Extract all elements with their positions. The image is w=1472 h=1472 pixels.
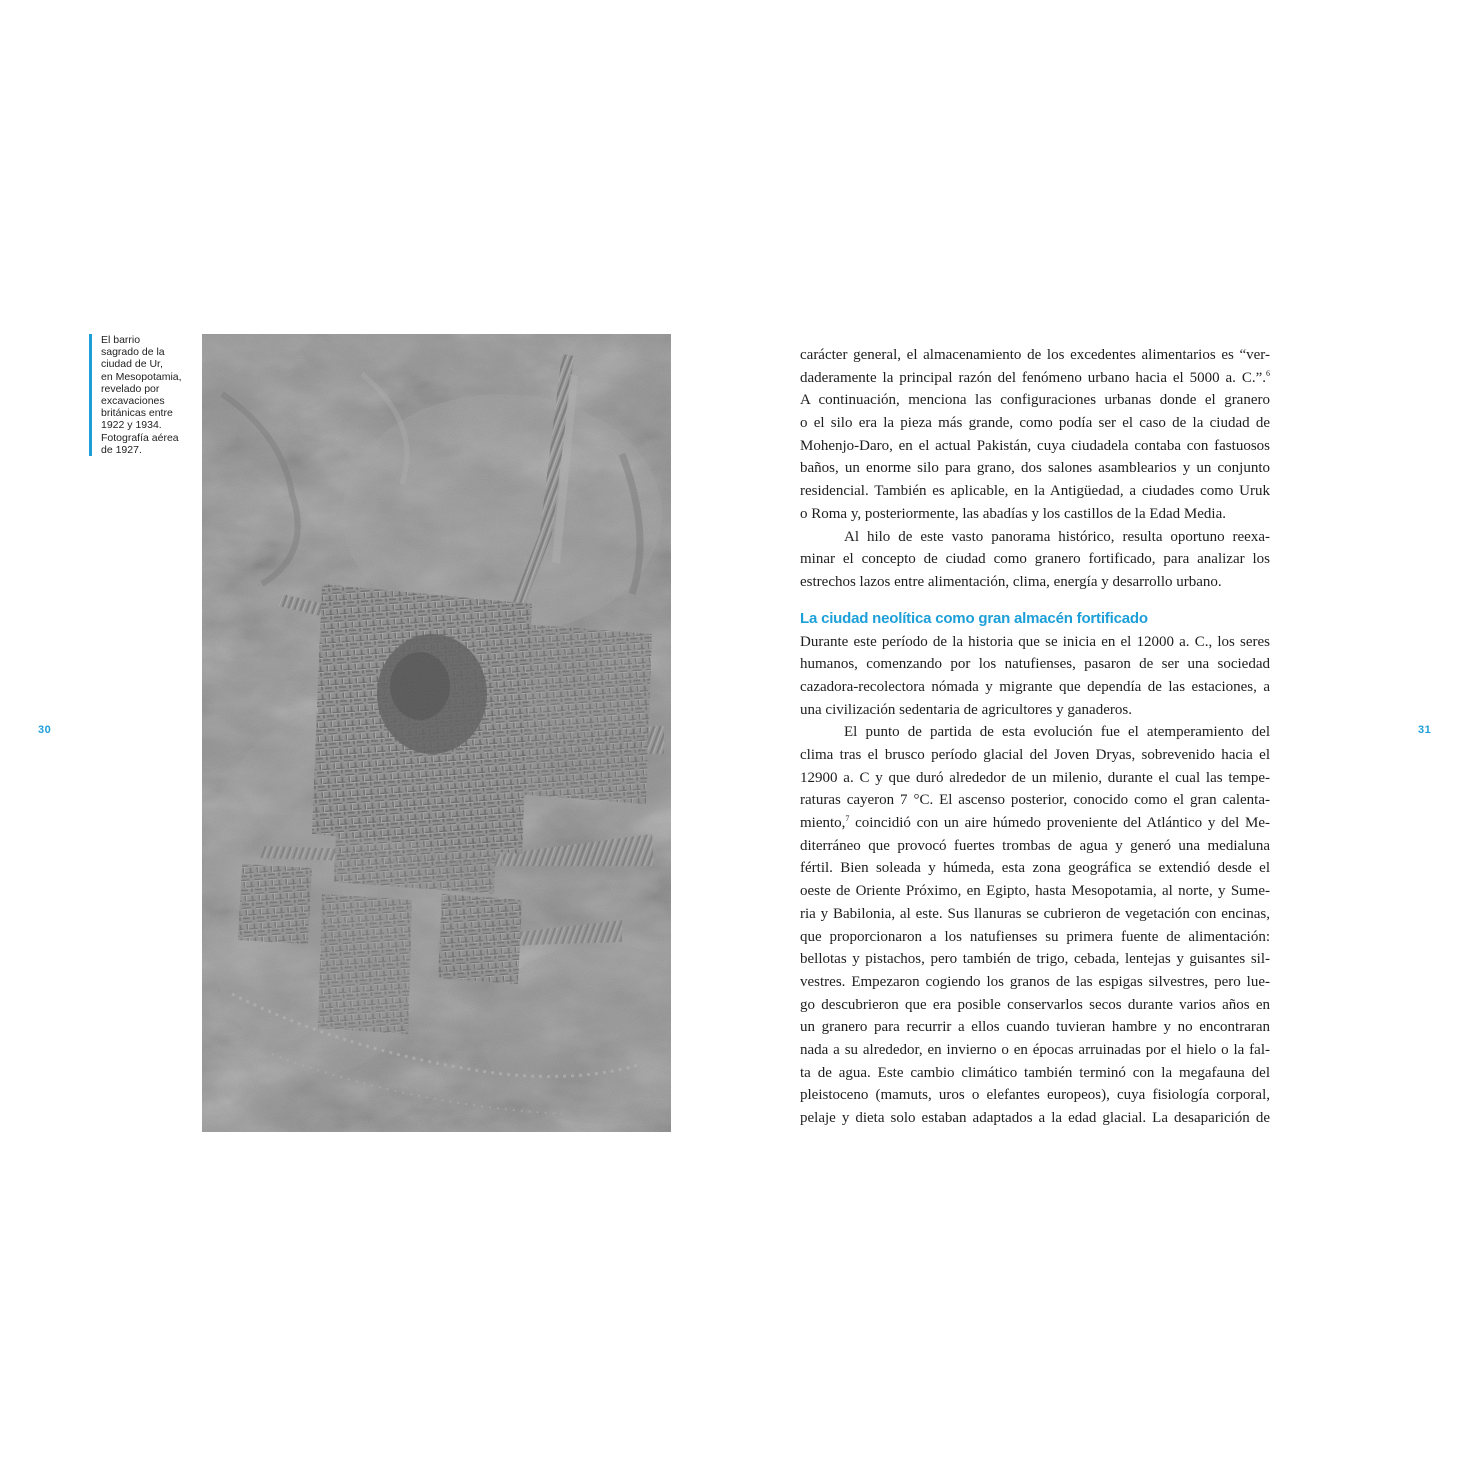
caption-line: Fotografía aérea — [101, 431, 179, 444]
text-line — [800, 367, 1270, 390]
text-line: humanos, comenzando por los natufienses, pasaron de ser una sociedad — [800, 656, 1270, 673]
text-line: fértil. Bien soleada y húmeda, esta zona geográfica se extendió desde el — [800, 860, 1270, 877]
text-line: cazadora-recolectora nómada y migrante que dependía de las estaciones, a — [800, 678, 1270, 695]
caption-line: El barrio — [101, 334, 141, 346]
figure-caption — [89, 334, 205, 456]
text-line: estrechos lazos entre alimentación, clima, energía y desarrollo urbano. — [800, 573, 1222, 590]
text-line: clima tras el brusco período glacial del Joven Dryas, sobrevenido hacia el — [800, 747, 1270, 763]
caption-line: ciudad de Ur, — [101, 358, 163, 371]
text-line: pelaje y dieta solo estaban adaptados a la edad glacial. La desaparición de — [800, 1110, 1270, 1126]
page-number-left: 30 — [38, 724, 52, 736]
text-line: A continuación, menciona las configuraciones urbanas donde el granero — [800, 392, 1270, 409]
caption-line: 1922 y 1934. — [101, 419, 162, 432]
caption-line: sagrado de la — [101, 346, 165, 359]
text-line: una civilización sedentaria de agricultores y ganaderos. — [800, 701, 1132, 718]
text-line: que proporcionaron a los natufienses su primera fuente de alimentación: — [800, 928, 1270, 945]
text-segment: daderamente la principal razón del fenómeno urbano hacia el 5000 a. C.”. — [800, 369, 1266, 386]
text-line: Al hilo de este vasto panorama histórico, resulta oportuno reexa- — [844, 528, 1270, 545]
text-segment: coincidió con un aire húmedo proveniente del Atlántico y del Me- — [849, 815, 1270, 832]
text-line: residencial. También es aplicable, en la Antigüedad, a ciudades como Uruk — [800, 483, 1270, 500]
text-line: baños, un enorme silo para grano, dos salones asamblearios y un conjunto — [800, 460, 1270, 477]
text-line: Durante este período de la historia que se inicia en el 12000 a. C., los seres — [800, 633, 1270, 650]
text-line: vestres. Empezaron cogiendo los granos de las espigas silvestres, pero lue- — [800, 973, 1270, 990]
aerial-photo-ur-icon — [202, 334, 671, 1132]
caption-line: británicas entre — [101, 407, 173, 420]
footnote-ref[interactable]: 7 — [845, 814, 850, 824]
text-line: carácter general, el almacenamiento de los excedentes alimentarios es “ver- — [800, 347, 1270, 363]
text-line: ria y Babilonia, al este. Sus llanuras se cubrieron de vegetación con encinas, — [800, 905, 1270, 922]
page-number-right: 31 — [1418, 724, 1432, 736]
text-line: 12900 a. C y que duró alrededor de un milenio, durante el cual las tempe- — [800, 769, 1270, 786]
caption-line: excavaciones — [101, 395, 165, 408]
text-line: pleistoceno (mamuts, uros o elefantes europeos), cuya fisiología corporal, — [800, 1087, 1270, 1104]
text-line: Mohenjo-Daro, en el actual Pakistán, cuya ciudadela contaba con fastuosos — [800, 437, 1270, 454]
text-line: oeste de Oriente Próximo, en Egipto, hasta Mesopotamia, al norte, y Sume- — [800, 883, 1270, 900]
text-line — [800, 812, 1270, 835]
body-text — [800, 344, 1270, 1130]
text-line: bellotas y pistachos, pero también de trigo, cebada, lentejas y guisantes sil- — [800, 951, 1270, 968]
text-line: un granero para recurrir a ellos cuando tuvieran hambre y no encontraran — [800, 1019, 1270, 1036]
text-line: minar el concepto de ciudad como granero fortificado, para analizar los — [800, 551, 1270, 568]
text-line: diterráneo que provocó fuertes trombas de agua y generó una medialuna — [800, 837, 1270, 854]
caption-line: de 1927. — [101, 443, 142, 456]
text-segment: miento, — [800, 815, 846, 832]
text-line: ta de agua. Este cambio climático también terminó con la megafauna del — [800, 1064, 1270, 1081]
text-line: go descubrieron que era posible conservarlos secos durante varios años en — [800, 996, 1270, 1013]
section-heading: La ciudad neolítica como gran almacén fortificado — [800, 609, 1148, 627]
footnote-ref[interactable]: 6 — [1266, 368, 1270, 378]
caption-line: en Mesopotamia, — [101, 370, 182, 383]
text-line: o Roma y, posteriormente, las abadías y los castillos de la Edad Media. — [800, 505, 1227, 522]
caption-line: revelado por — [101, 382, 160, 395]
text-line: nada a su alrededor, en invierno o en épocas arruinadas por el hielo o la fal- — [800, 1041, 1270, 1058]
text-line: El punto de partida de esta evolución fue el atemperamiento del — [844, 724, 1270, 741]
text-line: raturas cayeron 7 °C. El ascenso posterior, conocido como el gran calenta- — [800, 792, 1270, 809]
text-line: o el silo era la pieza más grande, como podía ser el caso de la ciudad de — [800, 415, 1270, 432]
